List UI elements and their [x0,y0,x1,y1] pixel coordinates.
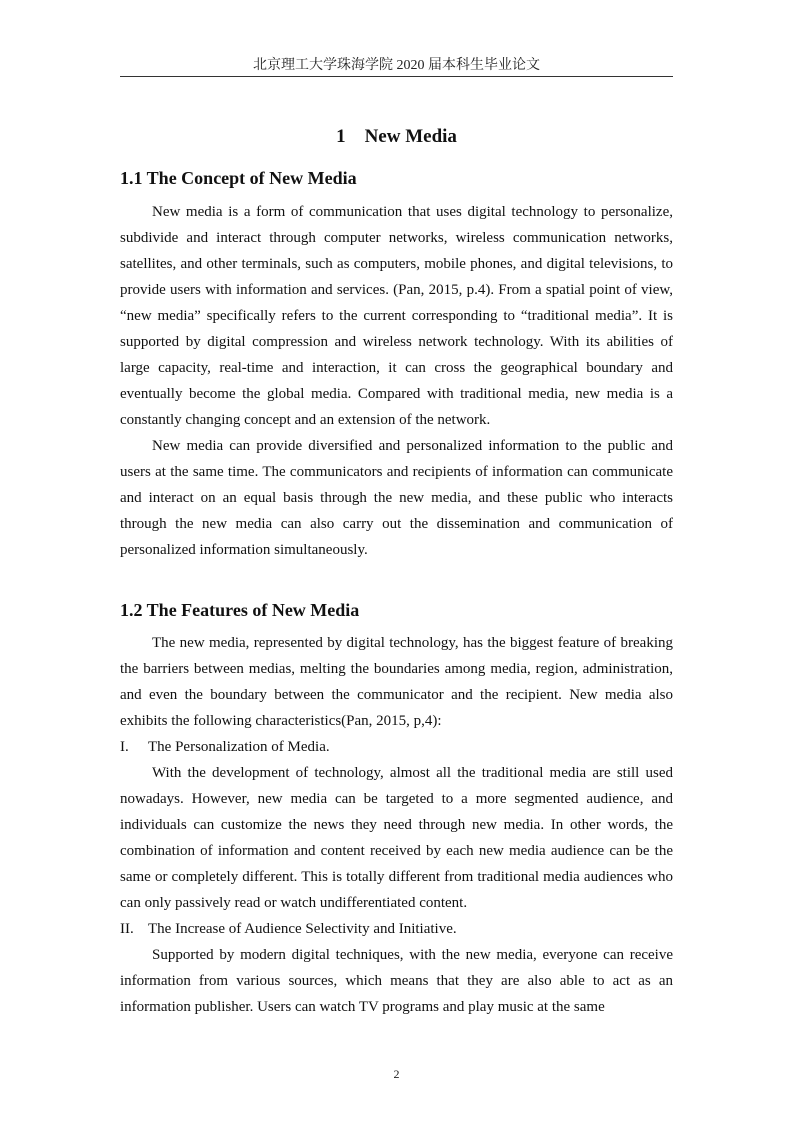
paragraph: The new media, represented by digital technology, has the biggest feature of breaking the barriers between medias, melting the boundaries among media, region, administration, and even the boundary between the communicator and the recipient. New media also exhibits the following characteristics(Pan, 2015, p,4): [120,635,673,729]
paragraph: New media can provide diversified and personalized information to the public and users at the same time. The communicators and recipients of information can communicate and interact on an equal basis through the new media, and these public who interacts through the new media can also carry out the dissemination and communication of personalized information simultaneously. [120,438,673,558]
running-header: 北京理工大学珠海学院 2020 届本科生毕业论文 [253,58,540,73]
section-1-2-body [120,630,673,1020]
chapter-title: 1 New Media [336,126,457,147]
list-item-number: I. [120,739,129,755]
section-1-1-body [120,199,673,563]
page-number: 2 [393,1067,400,1081]
list-item-label: The Increase of Audience Selectivity and Initiative. [148,921,457,937]
section-heading-1-2: 1.2 The Features of New Media [120,600,360,620]
paragraph: With the development of technology, almost all the traditional media are still used nowadays. However, new media can be targeted to a more segmented audience, and individuals can customize the news they need through new media. In other words, the combination of information and content received by each new media audience can be the same or completely different. This is totally different from traditional media audiences who can only passively read or watch undifferentiated content. [120,765,673,911]
paragraph: Supported by modern digital techniques, with the new media, everyone can receive information from various sources, which means that they are also able to act as an information publisher. Users can watch TV programs and play music at the same [120,947,673,1015]
list-item-heading [120,734,673,760]
list-item-label: The Personalization of Media. [148,739,330,755]
header-rule [120,76,673,77]
paragraph: New media is a form of communication that uses digital technology to personalize, subdivide and interact through computer networks, wireless communication networks, satellites, and other terminals, such as computers, mobile phones, and digital televisions, to provide users with information and services. (Pan, 2015, p.4). From a spatial point of view, “new media” specifically refers to the current corresponding to “traditional media”. It is supported by digital compression and wireless network technology. With its abilities of large capacity, real-time and interaction, it can cross the geographical boundary and eventually become the global media. Compared with traditional media, new media is a constantly changing concept and an extension of the network. [120,204,673,428]
list-item-number: II. [120,921,134,937]
section-heading-1-1: 1.1 The Concept of New Media [120,168,357,188]
list-item-heading [120,916,673,942]
